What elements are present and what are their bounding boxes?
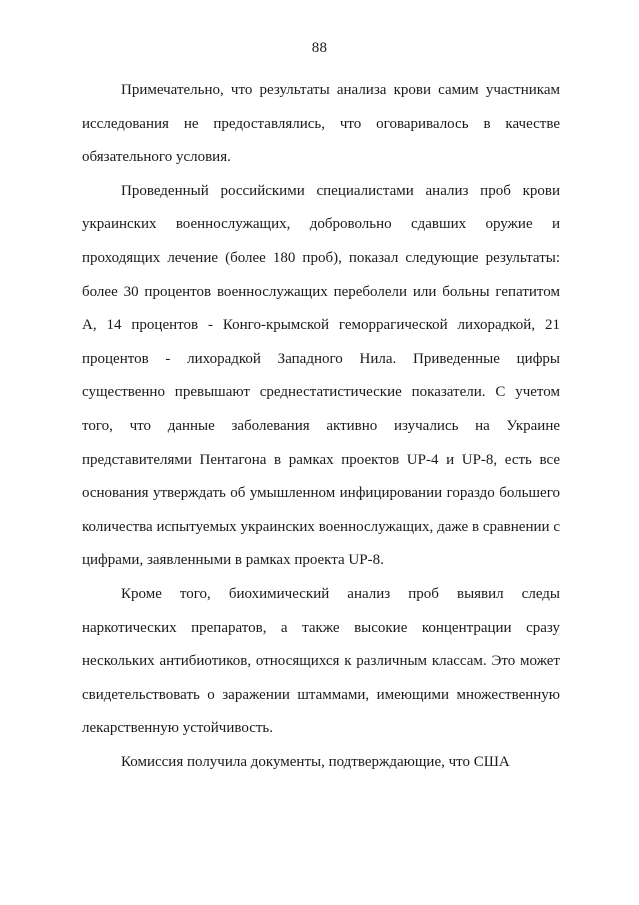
document-body	[82, 74, 560, 779]
paragraph-4: Комиссия получила документы, подтверждающие, что США	[121, 753, 510, 770]
paragraph-1: Примечательно, что результаты анализа крови самим участникам исследования не предоставлялись, что оговаривалось в качестве обязательного условия.	[82, 82, 560, 166]
paragraph-2: Проведенный российскими специалистами анализ проб крови украинских военнослужащих, добровольно сдавших оружие и проходящих лечение (более 180 проб), показал следующие результаты: более 30 процентов военнослужащих переболели или больны гепатитом А, 14 процентов - Конго-крымской геморрагической лихорадкой, 21 процентов - лихорадкой Западного Нила. Приведенные цифры существенно превышают среднестатистические показатели. С учетом того, что данные заболевания активно изучались на Украине представителями Пентагона в рамках проектов UP-4 и UP-8, есть все основания утверждать об умышленном инфицировании гораздо большего количества испытуемых украинских военнослужащих, даже в сравнении с цифрами, заявленными в рамках проекта UP-8.	[82, 182, 560, 569]
paragraph-3: Кроме того, биохимический анализ проб выявил следы наркотических препаратов, а также высокие концентрации сразу нескольких антибиотиков, относящихся к различным классам. Это может свидетельствовать о заражении штаммами, имеющими множественную лекарственную устойчивость.	[82, 585, 560, 737]
page-number: 88	[311, 40, 328, 56]
